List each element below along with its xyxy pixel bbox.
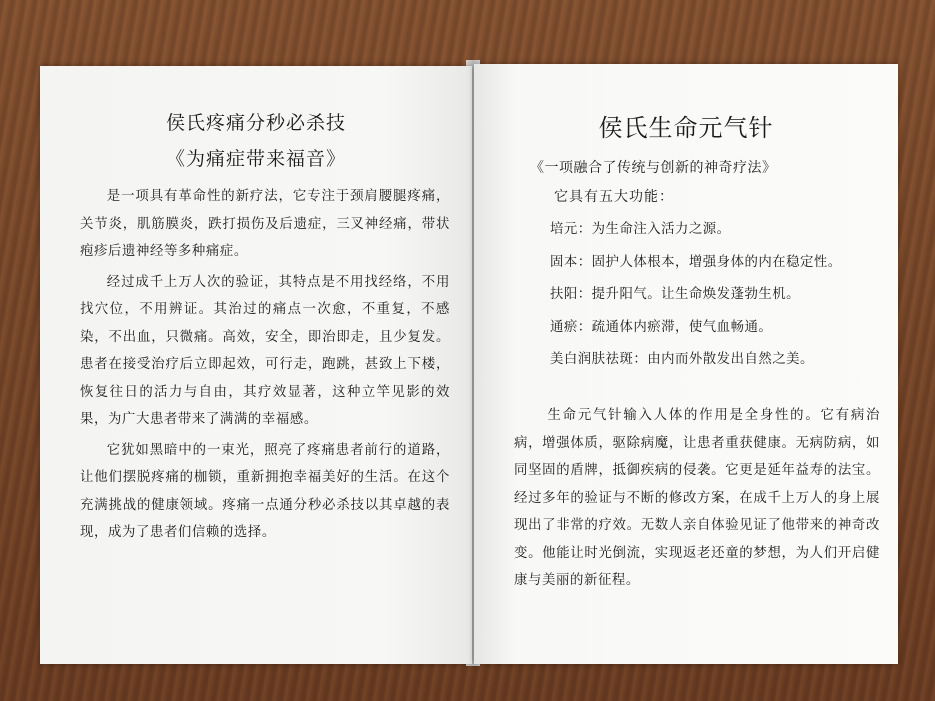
function-item: 美白润肤祛斑：由内而外散发出自然之美。 — [550, 352, 814, 367]
left-page-subtitle: 《为痛症带来福音》 — [165, 148, 346, 170]
left-paragraph-1: 是一项具有革命性的新疗法，它专注于颈肩腰腿疼痛，关节炎，肌筋膜炎，跌打损伤及后遗症，三叉神经痛，带状疱疹后遗神经等多种痛症。 — [80, 189, 450, 259]
functions-list — [550, 214, 842, 377]
function-item: 固本：固护人体根本，增强身体的内在稳定性。 — [550, 254, 842, 270]
left-paragraph-3: 它犹如黑暗中的一束光，照亮了疼痛患者前行的道路，让他们摆脱疼痛的枷锁，重新拥抱幸福美好的生活。在这个充满挑战的健康领域。疼痛一点通分秒必杀技以其卓越的表现，成为了患者们信赖的选择。 — [80, 442, 450, 540]
right-page-paragraph: 生命元气针输入人体的作用是全身性的。它有病治病，增强体质，驱除病魔，让患者重获健康。无病防病，如同坚固的盾牌，抵御疾病的侵袭。它更是延年益寿的法宝。经过多年的验证与不断的修改方案，在成千上万人的身上展现出了非常的疗效。无数人亲自体验见证了他带来的神奇改变。他能让时光倒流，实现返老还童的梦想，为人们开启健康与美丽的新征程。 — [514, 408, 880, 588]
function-item: 扶阳：提升阳气。让生命焕发蓬勃生机。 — [550, 287, 801, 302]
left-page-body — [80, 183, 450, 547]
left-page — [40, 66, 472, 664]
right-page — [474, 64, 898, 664]
left-paragraph-2: 经过成千上万人次的验证，其特点是不用找经络，不用找穴位，不用辨证。其治过的痛点一次愈，不重复，不感染，不出血，只微痛。高效，安全，即治即走，且少复发。患者在接受治疗后立即起效，可行走，跑跳，甚致上下楼，恢复往日的活力与自由，其疗效显著，这种立竿见影的效果，为广大患者带来了满满的幸福感。 — [80, 274, 450, 427]
right-page-subtitle: 《一项融合了传统与创新的神奇疗法》 — [530, 160, 777, 176]
function-item: 培元：为生命注入活力之源。 — [550, 222, 731, 237]
functions-intro: 它具有五大功能： — [554, 189, 674, 205]
right-page-title: 侯氏生命元气针 — [598, 114, 774, 142]
left-page-title: 侯氏疼痛分秒必杀技 — [165, 112, 346, 134]
function-item: 通瘀：疏通体内瘀滞，使气血畅通。 — [550, 319, 773, 335]
